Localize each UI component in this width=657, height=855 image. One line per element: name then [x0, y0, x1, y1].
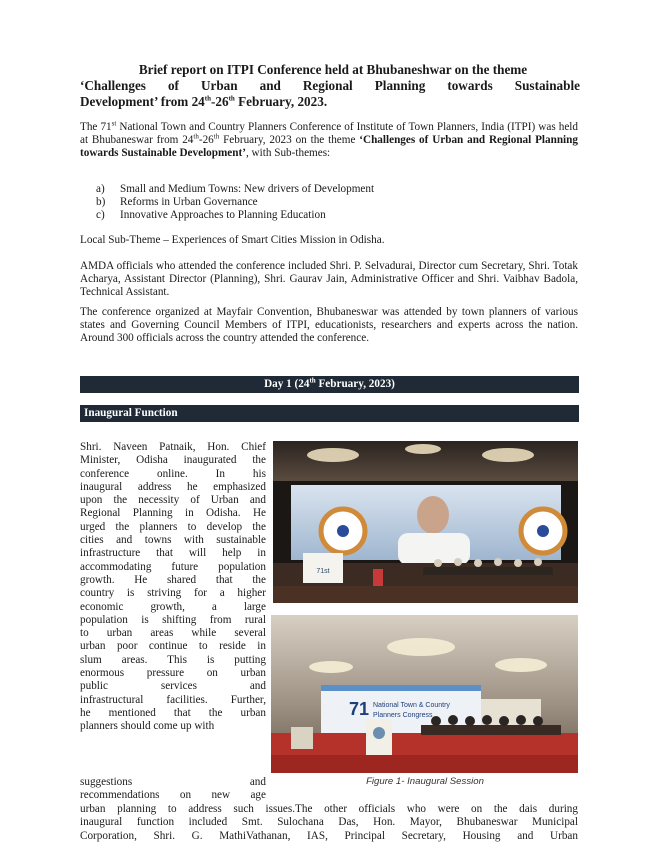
intro-text-b: National Town and Country Planners Conference of Institute of Town Planners, India (ITPI) was held at Bhubaneswar from 24 — [80, 121, 578, 147]
paragraph-line: urban planning to address such issues.The other officials who were on the dais during — [80, 802, 578, 815]
local-subtheme: Local Sub-Theme – Experiences of Smart Cities Mission in Odisha. — [80, 234, 385, 246]
column-text-line: slum areas. This is putting — [80, 653, 266, 666]
figure-caption: Figure 1- Inaugural Session — [366, 776, 484, 787]
column-text-line: planners should come up with — [80, 720, 215, 733]
title-line-2: ‘Challenges of Urban and Regional Planning towards Sustainable — [80, 78, 580, 93]
title-line-1: Brief report on ITPI Conference held at Bhubaneshwar on the theme — [138, 62, 528, 77]
paragraph-line: suggestions and — [80, 776, 266, 788]
column-text-line: growth. He shared that the — [80, 573, 266, 586]
intro-theme-bold: ‘Challenges of Urban and Regional Planning towards Sustainable Development’ — [80, 134, 578, 160]
column-text-line: inaugural address he emphasized — [80, 480, 266, 493]
subtheme-list — [96, 183, 374, 222]
continued-paragraph — [80, 776, 578, 843]
column-text-line: cities and towns with sustainable — [80, 534, 266, 547]
column-text-line: conference online. In his — [80, 467, 266, 480]
day-header-bar — [80, 376, 579, 393]
subtheme-item — [96, 183, 374, 196]
column-text-line: he mentioned that the urban — [80, 706, 266, 719]
day-header-text: Day 1 (24 — [264, 378, 310, 390]
subtheme-marker: a) — [96, 183, 105, 195]
intro-text-c: -26 — [198, 134, 214, 147]
column-text-line: to urban areas while several — [80, 627, 266, 640]
day-header-sup: th — [309, 376, 316, 385]
title-sup-1: th — [204, 94, 211, 103]
subtheme-text: Innovative Approaches to Planning Education — [120, 209, 326, 221]
intro-paragraph — [80, 121, 578, 161]
photo-1-banner-text: 71st — [316, 568, 330, 575]
column-text-line: Shri. Naveen Patnaik, Hon. Chief — [80, 441, 266, 453]
inaugural-photo-2 — [271, 615, 578, 773]
subtheme-marker: b) — [96, 196, 106, 208]
column-text-line: accommodating future population — [80, 560, 266, 573]
column-text-line: economic growth, a large — [80, 600, 266, 613]
column-text-line: infrastructure that will help in — [80, 547, 266, 560]
intro-text-e: , with Sub-themes: — [245, 147, 331, 160]
subtheme-text: Small and Medium Towns: New drivers of Development — [120, 183, 375, 195]
subtheme-item — [96, 196, 374, 209]
photo-2-banner-line-2: National Town & Country — [373, 702, 450, 709]
inaugural-column-text — [80, 441, 266, 734]
column-text-line: urged the planners to develop the — [80, 520, 266, 533]
subtheme-text: Reforms in Urban Governance — [120, 196, 258, 208]
title-line-3a: Development’ from 24 — [80, 94, 205, 109]
column-text-line: enormous pressure on urban — [80, 667, 266, 680]
day-header-text-end: February, 2023) — [315, 378, 395, 390]
venue-paragraph: The conference organized at Mayfair Convention, Bhubaneswar was attended by town planners of various states and Governing Council Members of ITPI, educationists, researchers and experts across the nation. Around 300 officials across the country attended the conference. — [80, 306, 578, 345]
intro-sup-2: th — [193, 132, 199, 141]
title-line-3c: February, 2023. — [234, 94, 328, 109]
intro-text-d: February, 2023 on the theme — [219, 134, 360, 147]
column-text-line: public services and — [80, 680, 266, 693]
column-text-line: Regional Planning in Odisha. He — [80, 507, 266, 520]
title-sup-2: th — [228, 94, 235, 103]
photo-2-image — [271, 615, 578, 773]
paragraph-line: recommendations on new age — [80, 789, 266, 802]
amda-officials-paragraph: AMDA officials who attended the conference included Shri. P. Selvadurai, Director cum Secretary, Shri. Totak Acharya, Assistant Director (Planning), Shri. Gaurav Jain, Administrative Officer and Shri. Vaibhav Badola, Technical Assistant. — [80, 260, 578, 299]
column-text-line: infrastructural facilities. Further, — [80, 693, 266, 706]
intro-sup-1: st — [111, 119, 117, 128]
column-text-line: population is shifting from rural — [80, 613, 266, 626]
inaugural-photo-1 — [273, 441, 578, 603]
subtheme-item — [96, 209, 374, 222]
intro-sup-3: th — [213, 132, 220, 141]
subtheme-marker: c) — [96, 209, 105, 221]
column-text-line: urban poor continue to reside in — [80, 640, 266, 653]
photo-2-banner-number: 71 — [349, 699, 370, 719]
photo-2-banner-line-3: Planners Congress — [373, 712, 433, 719]
paragraph-line: Corporation, Shri. G. MathiVathanan, IAS, Principal Secretary, Housing and Urban — [80, 829, 578, 842]
title-line-3b: -26 — [211, 94, 229, 109]
column-text-line: country is striving for a higher — [80, 587, 266, 600]
column-text-line: Minister, Odisha inaugurated the — [80, 454, 266, 467]
intro-text-a: The 71 — [80, 121, 112, 133]
section-header-bar: Inaugural Function — [80, 405, 579, 422]
report-title — [80, 62, 580, 110]
column-text-line: upon the necessity of Urban and — [80, 494, 266, 507]
photo-1-image — [273, 441, 578, 603]
paragraph-line: inaugural function included Smt. Sulochana Das, Hon. Mayor, Bhubaneswar Municipal — [80, 816, 578, 829]
